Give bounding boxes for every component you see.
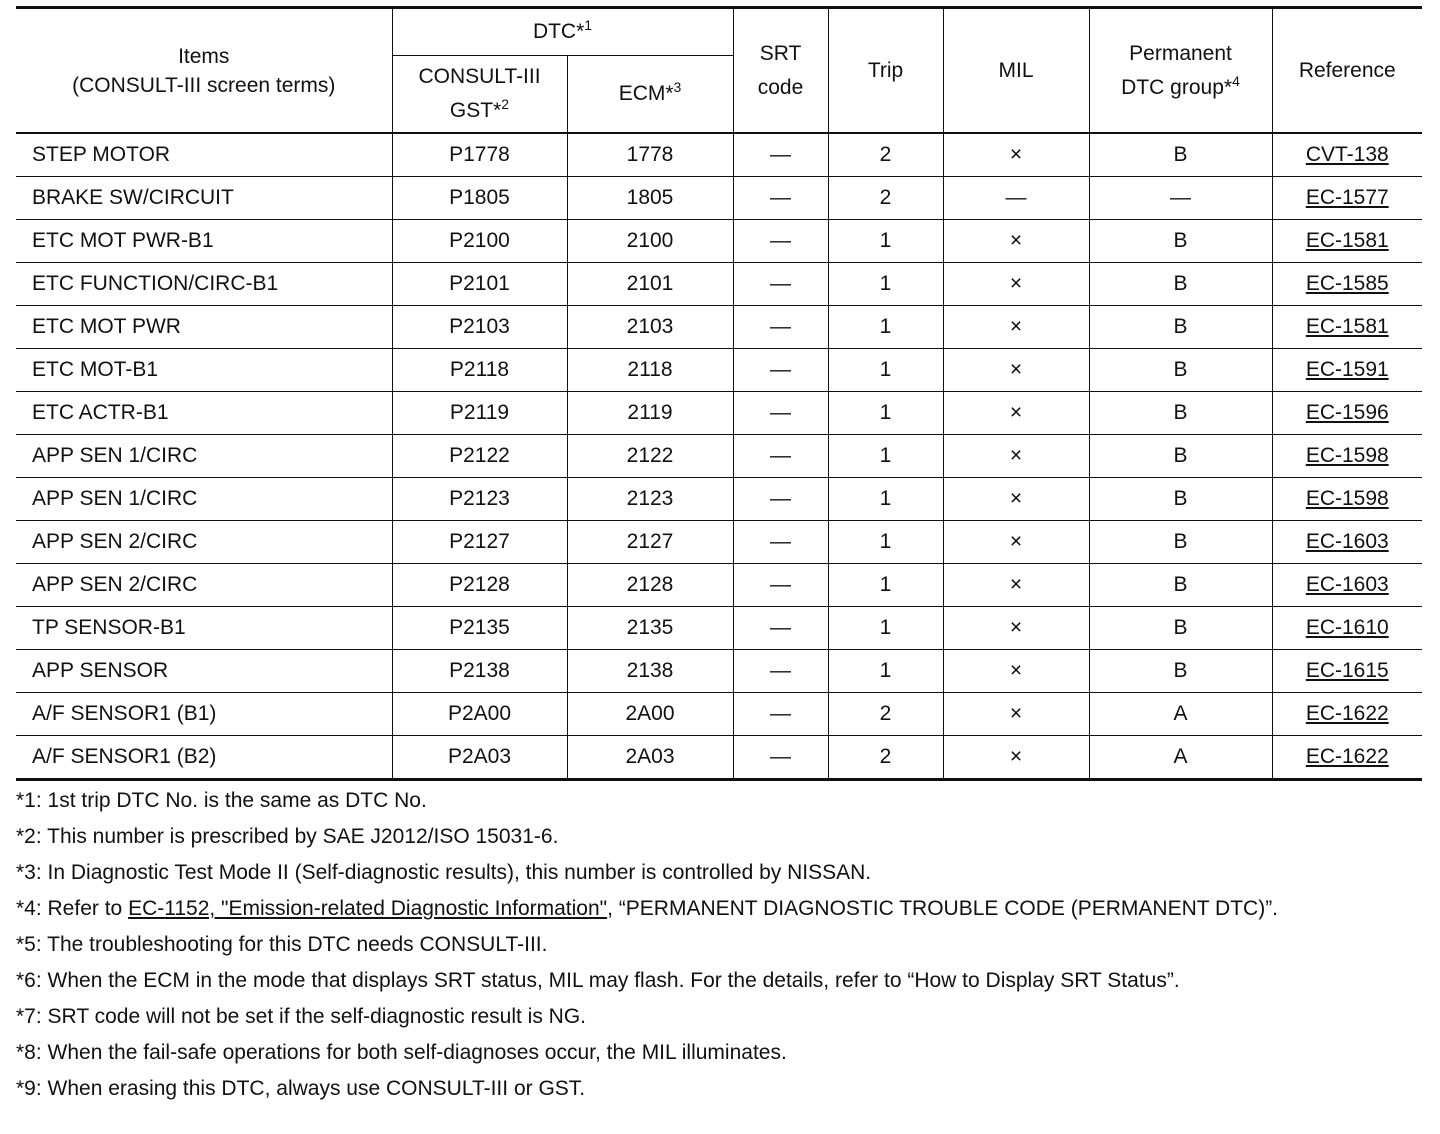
cell-permanent-group-text: B	[1173, 272, 1188, 295]
cell-ecm	[567, 177, 733, 220]
cell-srt-code	[733, 220, 828, 263]
cell-ecm	[567, 478, 733, 521]
table-row	[16, 478, 1422, 521]
header-srt-line2: code	[757, 75, 804, 99]
cell-ecm	[567, 564, 733, 607]
cell-permanent-group-text: B	[1173, 616, 1188, 639]
cell-permanent-group	[1089, 650, 1272, 693]
table-row	[16, 435, 1422, 478]
cell-trip	[828, 177, 943, 220]
header-trip-label: Trip	[867, 58, 904, 82]
cell-item-text: APP SEN 1/CIRC	[32, 444, 198, 467]
cell-trip-text: 1	[879, 573, 892, 596]
cell-mil-text: ×	[1009, 315, 1023, 338]
cell-item	[16, 263, 392, 306]
header-reference-label: Reference	[1298, 58, 1396, 82]
cell-srt-code-text: —	[770, 358, 792, 381]
header-dtc	[392, 8, 733, 56]
cell-trip-text: 1	[879, 401, 892, 424]
cell-reference	[1272, 435, 1422, 478]
cell-item	[16, 521, 392, 564]
cell-consult-gst-text: P1805	[449, 186, 510, 209]
cell-srt-code	[733, 177, 828, 220]
cell-srt-code	[733, 736, 828, 780]
cell-srt-code-text: —	[770, 745, 792, 768]
cell-item-text: A/F SENSOR1 (B1)	[32, 702, 217, 725]
cell-ecm-text: 2100	[626, 229, 674, 252]
cell-consult-gst	[392, 392, 567, 435]
header-reference	[1272, 8, 1422, 134]
cell-item-text: APP SEN 1/CIRC	[32, 487, 198, 510]
cell-ecm-text: 1778	[626, 143, 674, 166]
cell-mil-text: ×	[1009, 229, 1023, 252]
cell-item-text: APP SEN 2/CIRC	[32, 530, 198, 553]
footnote-5: *5: The troubleshooting for this DTC needs CONSULT-III.	[16, 933, 548, 956]
cell-mil-text: ×	[1009, 143, 1023, 166]
cell-trip-text: 1	[879, 229, 892, 252]
cell-permanent-group-text: A	[1173, 745, 1188, 768]
cell-consult-gst	[392, 263, 567, 306]
cell-reference	[1272, 133, 1422, 177]
cell-ecm-text: 2138	[626, 659, 674, 682]
cell-reference	[1272, 478, 1422, 521]
cell-item	[16, 650, 392, 693]
dtc-table	[16, 6, 1422, 781]
cell-ecm-text: 2128	[626, 573, 674, 596]
cell-permanent-group	[1089, 693, 1272, 736]
cell-mil-text: —	[1005, 186, 1027, 209]
cell-reference	[1272, 349, 1422, 392]
cell-reference	[1272, 220, 1422, 263]
cell-trip-text: 1	[879, 616, 892, 639]
header-consult-line2: GST*	[449, 99, 502, 122]
cell-consult-gst	[392, 435, 567, 478]
cell-permanent-group-text: B	[1173, 530, 1188, 553]
cell-item-text: ETC MOT PWR	[32, 315, 181, 338]
reference-link[interactable]: EC-1622	[1305, 702, 1389, 725]
cell-item	[16, 564, 392, 607]
table-row	[16, 607, 1422, 650]
cell-mil-text: ×	[1009, 358, 1023, 381]
cell-srt-code-text: —	[770, 530, 792, 553]
cell-srt-code-text: —	[770, 229, 792, 252]
cell-permanent-group-text: B	[1173, 444, 1188, 467]
cell-reference	[1272, 177, 1422, 220]
cell-item	[16, 693, 392, 736]
cell-permanent-group	[1089, 133, 1272, 177]
cell-item	[16, 478, 392, 521]
cell-srt-code-text: —	[770, 143, 792, 166]
reference-link[interactable]: EC-1598	[1305, 444, 1389, 467]
table-body	[16, 133, 1422, 780]
cell-srt-code	[733, 133, 828, 177]
footnote-4-prefix: *4: Refer to	[16, 897, 129, 920]
cell-mil-text: ×	[1009, 745, 1023, 768]
cell-srt-code	[733, 349, 828, 392]
cell-reference	[1272, 650, 1422, 693]
cell-permanent-group	[1089, 263, 1272, 306]
cell-consult-gst	[392, 693, 567, 736]
header-consult-footnote: 2	[501, 96, 510, 112]
cell-mil-text: ×	[1009, 616, 1023, 639]
cell-trip-text: 2	[879, 702, 892, 725]
cell-ecm-text: 2A03	[625, 745, 675, 768]
cell-permanent-group	[1089, 435, 1272, 478]
cell-srt-code	[733, 478, 828, 521]
reference-link[interactable]: EC-1591	[1305, 358, 1389, 381]
cell-consult-gst-text: P2128	[449, 573, 510, 596]
header-items-line1: Items	[178, 44, 230, 68]
table-row	[16, 564, 1422, 607]
header-ecm-label: ECM*	[618, 82, 674, 105]
cell-ecm	[567, 521, 733, 564]
header-perm-line2: DTC group*	[1121, 75, 1233, 99]
cell-ecm-text: 2A00	[625, 702, 675, 725]
cell-item-text: APP SEN 2/CIRC	[32, 573, 198, 596]
reference-link[interactable]: EC-1610	[1305, 616, 1389, 639]
table-header	[16, 8, 1422, 134]
cell-trip	[828, 263, 943, 306]
table-row	[16, 736, 1422, 780]
reference-link[interactable]: EC-1598	[1305, 487, 1389, 510]
cell-trip	[828, 306, 943, 349]
cell-mil	[943, 478, 1089, 521]
cell-consult-gst-text: P2122	[449, 444, 510, 467]
footnote-6: *6: When the ECM in the mode that displays SRT status, MIL may flash. For the details, refer to “How to Display SRT Status”.	[16, 969, 1180, 992]
cell-item-text: ETC MOT PWR-B1	[32, 229, 214, 252]
cell-reference	[1272, 306, 1422, 349]
header-dtc-label: DTC*	[532, 20, 585, 43]
cell-trip-text: 1	[879, 487, 892, 510]
cell-trip	[828, 133, 943, 177]
cell-consult-gst-text: P1778	[449, 143, 510, 166]
cell-mil-text: ×	[1009, 573, 1023, 596]
cell-mil-text: ×	[1009, 659, 1023, 682]
cell-permanent-group	[1089, 349, 1272, 392]
cell-item	[16, 435, 392, 478]
cell-mil	[943, 435, 1089, 478]
cell-ecm-text: 2127	[626, 530, 674, 553]
cell-permanent-group-text: B	[1173, 358, 1188, 381]
footnote-7: *7: SRT code will not be set if the self-diagnostic result is NG.	[16, 1005, 586, 1028]
cell-item-text: A/F SENSOR1 (B2)	[32, 745, 217, 768]
cell-mil	[943, 564, 1089, 607]
cell-ecm-text: 2123	[626, 487, 674, 510]
cell-permanent-group	[1089, 564, 1272, 607]
cell-srt-code-text: —	[770, 616, 792, 639]
footnote-9: *9: When erasing this DTC, always use CONSULT-III or GST.	[16, 1077, 586, 1100]
cell-trip	[828, 693, 943, 736]
cell-consult-gst	[392, 607, 567, 650]
reference-link[interactable]: EC-1603	[1305, 530, 1389, 553]
cell-mil	[943, 177, 1089, 220]
cell-permanent-group	[1089, 521, 1272, 564]
cell-mil	[943, 306, 1089, 349]
cell-consult-gst-text: P2127	[449, 530, 510, 553]
cell-ecm	[567, 306, 733, 349]
cell-srt-code-text: —	[770, 272, 792, 295]
cell-consult-gst-text: P2135	[449, 616, 510, 639]
cell-mil	[943, 736, 1089, 780]
cell-reference	[1272, 607, 1422, 650]
cell-trip-text: 2	[879, 186, 892, 209]
footnote-8: *8: When the fail-safe operations for both self-diagnoses occur, the MIL illuminates.	[16, 1041, 787, 1064]
cell-srt-code	[733, 521, 828, 564]
cell-mil-text: ×	[1009, 401, 1023, 424]
cell-mil	[943, 607, 1089, 650]
header-perm-line1: Permanent	[1129, 41, 1232, 65]
reference-link[interactable]: EC-1603	[1305, 573, 1389, 596]
cell-trip-text: 2	[879, 143, 892, 166]
cell-ecm	[567, 263, 733, 306]
reference-link[interactable]: CVT-138	[1305, 143, 1389, 166]
cell-mil	[943, 263, 1089, 306]
cell-consult-gst	[392, 220, 567, 263]
cell-srt-code-text: —	[770, 702, 792, 725]
cell-trip	[828, 736, 943, 780]
cell-consult-gst-text: P2123	[449, 487, 510, 510]
table-row	[16, 220, 1422, 263]
cell-mil	[943, 392, 1089, 435]
cell-ecm-text: 2135	[626, 616, 674, 639]
cell-srt-code	[733, 693, 828, 736]
cell-permanent-group	[1089, 177, 1272, 220]
cell-consult-gst	[392, 349, 567, 392]
document	[16, 6, 1422, 1109]
cell-consult-gst	[392, 564, 567, 607]
cell-permanent-group	[1089, 478, 1272, 521]
cell-consult-gst-text: P2103	[449, 315, 510, 338]
cell-srt-code-text: —	[770, 487, 792, 510]
table-row	[16, 306, 1422, 349]
cell-consult-gst	[392, 306, 567, 349]
cell-item	[16, 306, 392, 349]
cell-ecm-text: 2119	[627, 401, 673, 424]
cell-trip	[828, 349, 943, 392]
cell-trip	[828, 564, 943, 607]
cell-reference	[1272, 263, 1422, 306]
cell-trip	[828, 220, 943, 263]
cell-ecm	[567, 607, 733, 650]
cell-trip	[828, 478, 943, 521]
table-row	[16, 521, 1422, 564]
footnote-1: *1: 1st trip DTC No. is the same as DTC No.	[16, 789, 427, 812]
cell-mil	[943, 693, 1089, 736]
cell-consult-gst-text: P2A00	[447, 702, 512, 725]
cell-trip-text: 2	[879, 745, 892, 768]
cell-srt-code-text: —	[770, 573, 792, 596]
cell-permanent-group	[1089, 220, 1272, 263]
cell-item	[16, 607, 392, 650]
cell-srt-code-text: —	[770, 659, 792, 682]
cell-permanent-group	[1089, 392, 1272, 435]
cell-mil-text: ×	[1009, 272, 1023, 295]
cell-trip	[828, 521, 943, 564]
header-items-line2: (CONSULT-III screen terms)	[72, 73, 336, 97]
cell-mil-text: ×	[1009, 530, 1023, 553]
cell-srt-code-text: —	[770, 186, 792, 209]
cell-trip-text: 1	[879, 358, 892, 381]
cell-reference	[1272, 392, 1422, 435]
cell-item-text: APP SENSOR	[32, 659, 169, 682]
reference-link[interactable]: EC-1577	[1305, 186, 1389, 209]
cell-srt-code-text: —	[770, 401, 792, 424]
reference-link[interactable]: EC-1596	[1305, 401, 1389, 424]
cell-permanent-group	[1089, 736, 1272, 780]
cell-srt-code	[733, 435, 828, 478]
cell-item	[16, 177, 392, 220]
cell-mil-text: ×	[1009, 444, 1023, 467]
cell-mil-text: ×	[1009, 702, 1023, 725]
reference-link[interactable]: EC-1585	[1305, 272, 1389, 295]
cell-consult-gst-text: P2101	[449, 272, 510, 295]
cell-ecm-text: 2122	[626, 444, 674, 467]
cell-item-text: STEP MOTOR	[32, 143, 171, 166]
table-row	[16, 133, 1422, 177]
cell-ecm-text: 1805	[626, 186, 674, 209]
cell-srt-code	[733, 564, 828, 607]
header-srt-line1: SRT	[759, 41, 802, 65]
cell-ecm	[567, 133, 733, 177]
cell-reference	[1272, 693, 1422, 736]
cell-trip-text: 1	[879, 272, 892, 295]
header-items	[16, 8, 392, 134]
cell-mil	[943, 220, 1089, 263]
header-perm-footnote: 4	[1232, 72, 1240, 89]
cell-permanent-group	[1089, 607, 1272, 650]
cell-consult-gst	[392, 177, 567, 220]
reference-link[interactable]: EC-1581	[1305, 229, 1389, 252]
footnote-3: *3: In Diagnostic Test Mode II (Self-diagnostic results), this number is controlled by NISSAN.	[16, 861, 872, 884]
cell-item	[16, 392, 392, 435]
cell-mil	[943, 650, 1089, 693]
header-ecm-footnote: 3	[673, 79, 682, 95]
header-permanent-dtc-group	[1089, 8, 1272, 134]
footnote-4-link[interactable]: EC-1152, "Emission-related Diagnostic Information"	[128, 897, 608, 920]
cell-mil-text: ×	[1009, 487, 1023, 510]
cell-ecm-text: 2103	[626, 315, 674, 338]
cell-permanent-group-text: —	[1170, 186, 1192, 209]
table-row	[16, 693, 1422, 736]
cell-reference	[1272, 564, 1422, 607]
cell-consult-gst	[392, 478, 567, 521]
cell-permanent-group-text: B	[1173, 143, 1188, 166]
cell-mil	[943, 349, 1089, 392]
cell-permanent-group	[1089, 306, 1272, 349]
cell-ecm	[567, 650, 733, 693]
cell-ecm-text: 2101	[626, 272, 674, 295]
cell-mil	[943, 133, 1089, 177]
header-trip	[828, 8, 943, 134]
cell-trip	[828, 607, 943, 650]
table-row	[16, 650, 1422, 693]
cell-item-text: BRAKE SW/CIRCUIT	[32, 186, 234, 209]
cell-srt-code	[733, 306, 828, 349]
cell-consult-gst-text: P2119	[449, 401, 510, 424]
header-ecm	[567, 56, 733, 134]
cell-permanent-group-text: B	[1173, 229, 1188, 252]
cell-ecm	[567, 220, 733, 263]
cell-reference	[1272, 736, 1422, 780]
cell-ecm-text: 2118	[627, 358, 673, 381]
cell-permanent-group-text: B	[1173, 401, 1188, 424]
cell-srt-code	[733, 650, 828, 693]
cell-trip-text: 1	[879, 659, 892, 682]
cell-consult-gst	[392, 521, 567, 564]
table-row	[16, 349, 1422, 392]
footnote-2: *2: This number is prescribed by SAE J2012/ISO 15031-6.	[16, 825, 559, 848]
cell-consult-gst	[392, 650, 567, 693]
cell-trip	[828, 435, 943, 478]
header-mil	[943, 8, 1089, 134]
reference-link[interactable]: EC-1615	[1305, 659, 1389, 682]
header-dtc-footnote: 1	[584, 17, 593, 33]
footnote-4-suffix: , “PERMANENT DIAGNOSTIC TROUBLE CODE (PERMANENT DTC)”.	[607, 897, 1279, 920]
cell-permanent-group-text: B	[1173, 487, 1188, 510]
cell-reference	[1272, 521, 1422, 564]
cell-trip	[828, 650, 943, 693]
cell-mil	[943, 521, 1089, 564]
cell-item-text: ETC ACTR-B1	[32, 401, 169, 424]
header-consult-line1: CONSULT-III	[418, 65, 541, 88]
cell-permanent-group-text: B	[1173, 315, 1188, 338]
cell-item	[16, 349, 392, 392]
cell-consult-gst	[392, 736, 567, 780]
cell-consult-gst-text: P2138	[449, 659, 510, 682]
cell-srt-code-text: —	[770, 315, 792, 338]
cell-ecm	[567, 392, 733, 435]
table-row	[16, 263, 1422, 306]
cell-item	[16, 736, 392, 780]
cell-ecm	[567, 349, 733, 392]
cell-srt-code	[733, 392, 828, 435]
cell-ecm	[567, 693, 733, 736]
cell-trip	[828, 392, 943, 435]
cell-trip-text: 1	[879, 444, 892, 467]
table-row	[16, 177, 1422, 220]
cell-item	[16, 220, 392, 263]
footnotes	[16, 785, 1422, 1104]
cell-permanent-group-text: B	[1173, 573, 1188, 596]
cell-item-text: TP SENSOR-B1	[32, 616, 186, 639]
cell-ecm	[567, 435, 733, 478]
header-consult-gst	[392, 56, 567, 134]
cell-srt-code	[733, 607, 828, 650]
header-mil-label: MIL	[998, 58, 1034, 82]
reference-link[interactable]: EC-1622	[1305, 745, 1389, 768]
cell-permanent-group-text: B	[1173, 659, 1188, 682]
cell-consult-gst	[392, 133, 567, 177]
cell-permanent-group-text: A	[1173, 702, 1188, 725]
cell-trip-text: 1	[879, 530, 892, 553]
footnote-4	[16, 893, 1422, 924]
cell-trip-text: 1	[879, 315, 892, 338]
cell-consult-gst-text: P2A03	[447, 745, 512, 768]
cell-consult-gst-text: P2118	[449, 358, 510, 381]
cell-srt-code	[733, 263, 828, 306]
cell-srt-code-text: —	[770, 444, 792, 467]
cell-item-text: ETC FUNCTION/CIRC-B1	[32, 272, 279, 295]
table-row	[16, 392, 1422, 435]
cell-ecm	[567, 736, 733, 780]
reference-link[interactable]: EC-1581	[1305, 315, 1389, 338]
cell-consult-gst-text: P2100	[449, 229, 510, 252]
header-srt-code	[733, 8, 828, 134]
cell-item	[16, 133, 392, 177]
cell-item-text: ETC MOT-B1	[32, 358, 159, 381]
